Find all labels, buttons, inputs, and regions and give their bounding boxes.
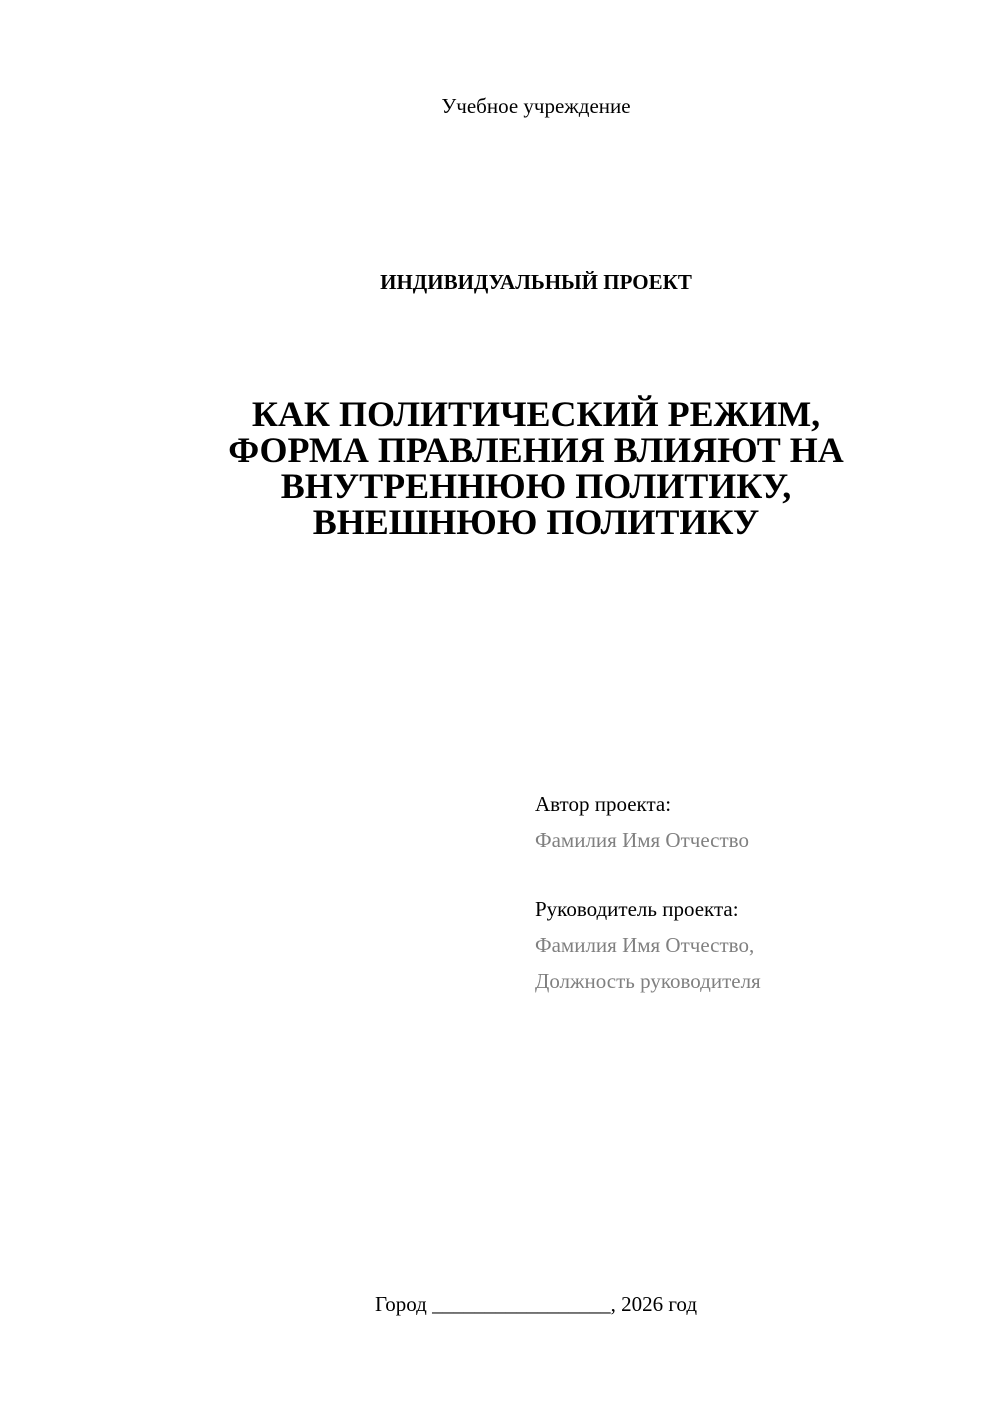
supervisor-block [535, 891, 975, 999]
supervisor-name: Фамилия Имя Отчество, [535, 933, 755, 957]
author-name: Фамилия Имя Отчество [535, 828, 749, 852]
year-text: , 2026 год [610, 1292, 698, 1316]
city-blank: _________________ [432, 1292, 611, 1316]
author-label: Автор проекта: [535, 792, 672, 816]
supervisor-label: Руководитель проекта: [535, 897, 739, 921]
project-type-heading: ИНДИВИДУАЛЬНЫЙ ПРОЕКТ [380, 270, 692, 294]
institution-name: Учебное учреждение [441, 94, 631, 118]
city-year-line [0, 1290, 1000, 1318]
project-title [180, 396, 892, 540]
supervisor-position: Должность руководителя [535, 969, 761, 993]
project-title-line: ВНЕШНЮЮ ПОЛИТИКУ [312, 502, 760, 542]
project-title-line: ВНУТРЕННЮЮ ПОЛИТИКУ, [280, 466, 792, 506]
city-label: Город [374, 1292, 427, 1316]
author-block [535, 786, 975, 858]
project-title-line: КАК ПОЛИТИЧЕСКИЙ РЕЖИМ, [251, 394, 821, 434]
project-title-line: ФОРМА ПРАВЛЕНИЯ ВЛИЯЮТ НА [228, 430, 844, 470]
